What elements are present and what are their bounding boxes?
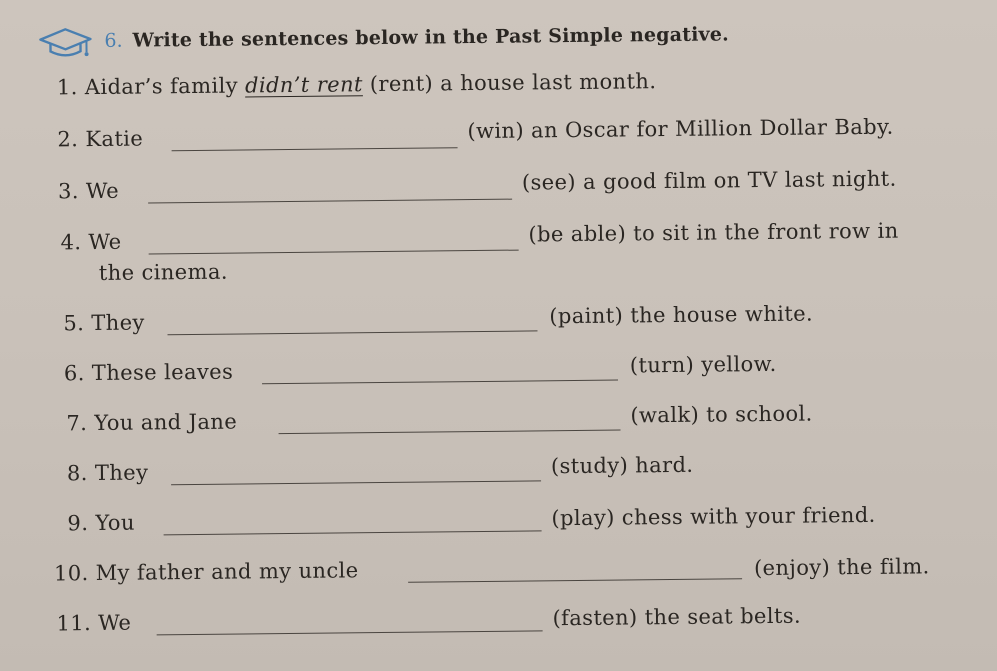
item-subject: Aidar’s family [84, 73, 239, 100]
answer-blank[interactable] [148, 199, 512, 204]
item-rest: (rent) a house last month. [369, 69, 657, 97]
item-subject: They [91, 310, 145, 336]
item-subject: My father and my uncle [95, 558, 359, 586]
example-answer: didn’t rent [244, 72, 363, 98]
item-rest: (study) hard. [550, 452, 694, 479]
exercise-number: 6. [104, 29, 123, 52]
item-subject: We [85, 178, 120, 204]
item-rest: (walk) to school. [630, 401, 813, 428]
item-number: 8. [66, 461, 88, 486]
list-item [67, 460, 149, 485]
item-number: 6. [63, 361, 85, 386]
answer-blank[interactable] [279, 430, 621, 435]
item-subject: They [94, 460, 149, 486]
list-item [57, 69, 657, 99]
list-item [54, 558, 359, 585]
item-subject: We [88, 229, 122, 255]
answer-blank[interactable] [149, 250, 519, 255]
graduation-cap-icon [36, 23, 94, 60]
item-number: 5. [63, 311, 85, 336]
item-rest: (enjoy) the film. [753, 554, 930, 581]
item-rest: (fasten) the seat belts. [552, 603, 802, 631]
exercise-title: Write the sentences below in the Past Simple negative. [132, 23, 730, 52]
item-number: 4. [60, 230, 82, 255]
item-number: 10. [53, 561, 89, 586]
item-rest: (paint) the house white. [549, 301, 814, 329]
item-continuation: the cinema. [98, 259, 228, 285]
list-item [60, 230, 121, 255]
answer-blank[interactable] [168, 330, 538, 335]
item-number: 2. [57, 127, 79, 152]
answer-blank[interactable] [157, 630, 543, 635]
list-item [66, 410, 237, 436]
item-subject: These leaves [91, 359, 234, 386]
answer-blank[interactable] [164, 530, 542, 535]
answer-blank[interactable] [408, 578, 742, 582]
item-rest: (win) an Oscar for Million Dollar Baby. [467, 114, 894, 144]
item-number: 11. [56, 611, 92, 636]
item-subject: We [98, 610, 132, 636]
exercise-header [36, 16, 729, 59]
item-subject: You [95, 510, 135, 536]
list-item [67, 511, 135, 536]
item-rest: (be able) to sit in the front row in [528, 218, 899, 247]
list-item [63, 311, 145, 336]
item-number: 1. [56, 75, 78, 100]
answer-blank[interactable] [172, 147, 458, 151]
list-item [57, 127, 143, 152]
item-number: 3. [57, 179, 79, 204]
list-item [64, 360, 234, 386]
item-subject: Katie [85, 126, 144, 152]
item-number: 7. [66, 411, 88, 436]
list-item [56, 611, 131, 636]
answer-blank[interactable] [171, 480, 541, 485]
list-item [58, 179, 119, 204]
item-rest: (see) a good film on TV last night. [521, 166, 897, 195]
item-subject: You and Jane [94, 409, 238, 436]
item-number: 9. [67, 511, 89, 536]
answer-blank[interactable] [262, 380, 618, 385]
item-rest: (turn) yellow. [629, 351, 777, 378]
item-rest: (play) chess with your friend. [551, 502, 876, 531]
